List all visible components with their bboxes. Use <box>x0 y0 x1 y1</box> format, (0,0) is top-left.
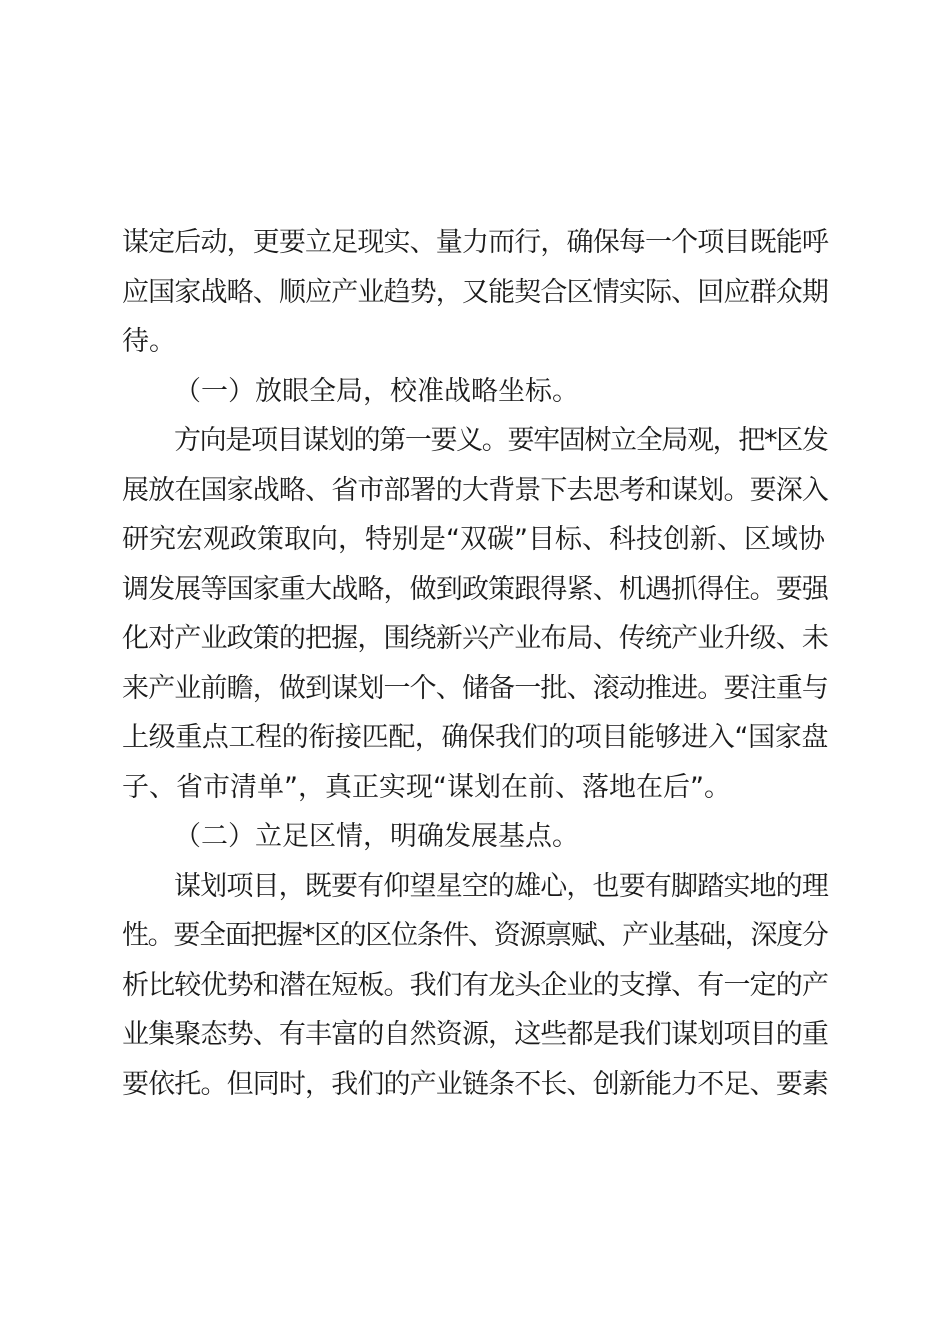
text-line: （一）放眼全局，校准战略坐标。 <box>174 375 579 407</box>
text-line: 性。要全面把握*区的区位条件、资源禀赋、产业基础，深度分 <box>122 920 828 951</box>
text-line: 谋划项目，既要有仰望星空的雄心，也要有脚踏实地的理 <box>174 870 828 902</box>
body-text <box>122 218 828 1109</box>
text-line: 上级重点工程的衔接匹配，确保我们的项目能够进入“国家盘 <box>122 722 828 753</box>
text-line: 展放在国家战略、省市部署的大背景下去思考和谋划。要深入 <box>122 474 829 506</box>
text-line: 方向是项目谋划的第一要义。要牢固树立全局观，把*区发 <box>174 425 828 456</box>
text-line: 调发展等国家重大战略，做到政策跟得紧、机遇抓得住。要强 <box>122 573 829 605</box>
text-line: 要依托。但同时，我们的产业链条不长、创新能力不足、要素 <box>122 1068 829 1100</box>
text-line: 业集聚态势、有丰富的自然资源，这些都是我们谋划项目的重 <box>122 1019 829 1050</box>
text-line: 待。 <box>122 326 176 357</box>
text-line: 子、省市清单”，真正实现“谋划在前、落地在后”。 <box>122 771 731 803</box>
text-line: 化对产业政策的把握，围绕新兴产业布局、传统产业升级、未 <box>122 623 829 654</box>
text-line: 研究宏观政策取向，特别是“双碳”目标、科技创新、区域协 <box>122 524 825 555</box>
text-line: 来产业前瞻，做到谋划一个、储备一批、滚动推进。要注重与 <box>122 672 829 704</box>
text-line: （二）立足区情，明确发展基点。 <box>174 821 579 852</box>
text-line: 谋定后动，更要立足现实、量力而行，确保每一个项目既能呼 <box>122 227 829 258</box>
text-line: 析比较优势和潜在短板。我们有龙头企业的支撑、有一定的产 <box>122 969 829 1001</box>
text-line: 应国家战略、顺应产业趋势，又能契合区情实际、回应群众期 <box>122 276 829 308</box>
